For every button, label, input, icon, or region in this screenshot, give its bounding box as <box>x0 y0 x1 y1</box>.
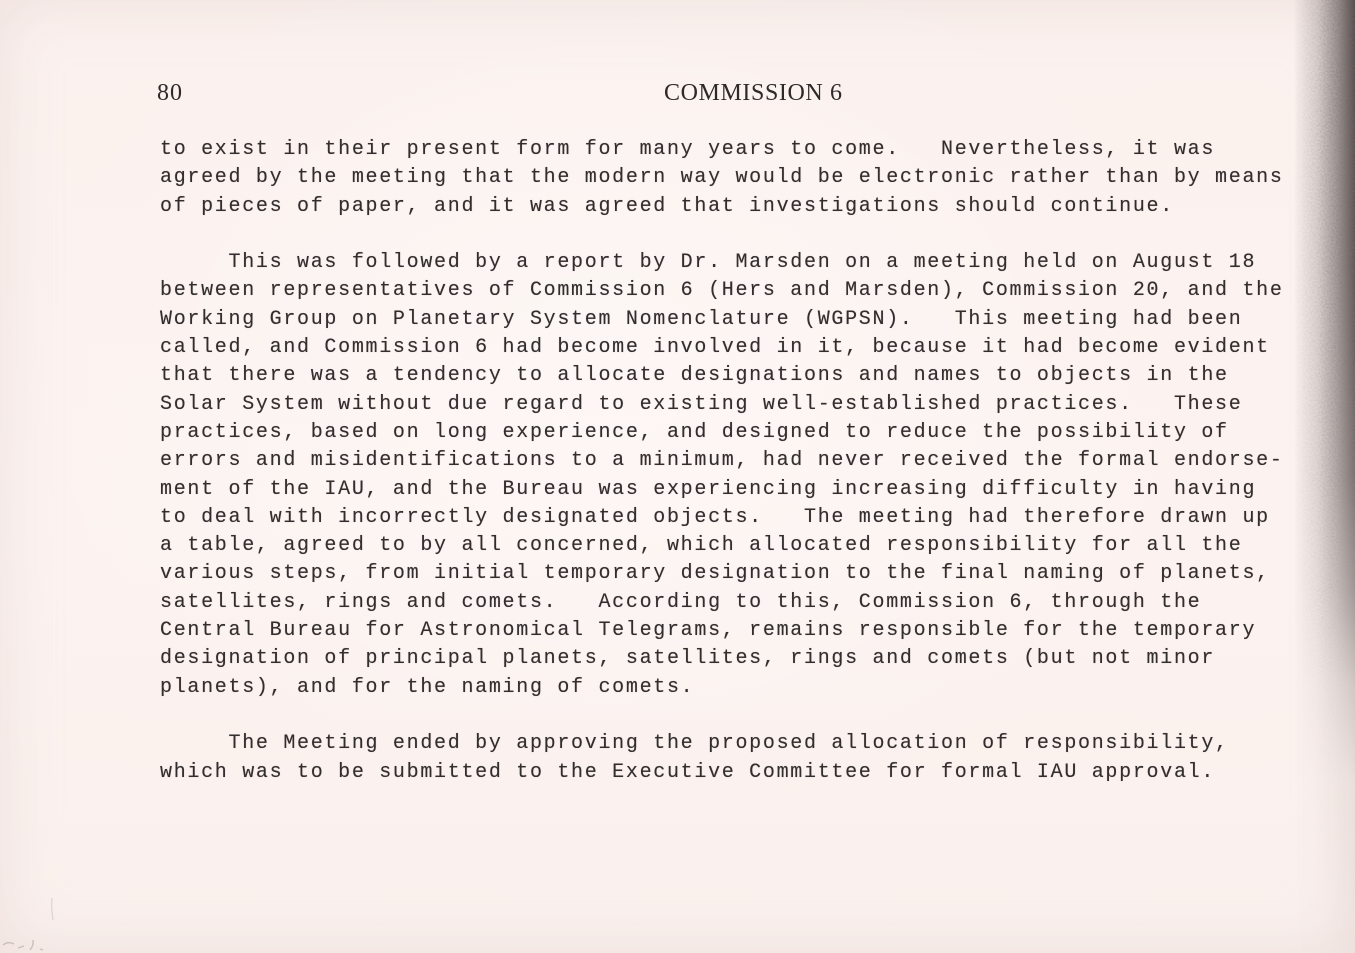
text-line: of pieces of paper, and it was agreed that investigations should continue. <box>160 194 1174 218</box>
page-number: 80 <box>157 80 183 106</box>
text-line: Central Bureau for Astronomical Telegrams, remains responsible for the temporary <box>160 619 1257 643</box>
page-body <box>160 136 1325 787</box>
text-line: called, and Commission 6 had become involved in it, because it had become evident <box>160 336 1270 360</box>
text-line: to exist in their present form for many years to come. Nevertheless, it was <box>160 138 1216 161</box>
text-line: satellites, rings and comets. According to this, Commission 6, through the <box>160 590 1202 614</box>
text-line: This was followed by a report by Dr. Marsden on a meeting held on August 18 <box>160 251 1257 275</box>
text-line: that there was a tendency to allocate designations and names to objects in the <box>160 364 1229 388</box>
text-line: various steps, from initial temporary designation to the final naming of planets, <box>160 562 1270 586</box>
text-line: agreed by the meeting that the modern way would be electronic rather than by means <box>160 166 1284 190</box>
running-header: COMMISSION 6 <box>664 80 843 106</box>
text-line: practices, based on long experience, and designed to reduce the possibility of <box>160 420 1229 444</box>
text-line: designation of principal planets, satellites, rings and comets (but not minor <box>160 647 1216 671</box>
text-line: Solar System without due regard to existing well-established practices. These <box>160 392 1243 416</box>
text-line: ment of the IAU, and the Bureau was experiencing increasing difficulty in having <box>160 477 1257 501</box>
paragraph <box>160 249 1325 702</box>
text-line: which was to be submitted to the Executive Committee for formal IAU approval. <box>160 760 1216 784</box>
text-line: Working Group on Planetary System Nomenclature (WGPSN). This meeting had been <box>160 307 1243 331</box>
paragraph <box>160 730 1325 787</box>
text-line: The Meeting ended by approving the proposed allocation of responsibility, <box>160 732 1229 756</box>
paragraph <box>160 136 1325 221</box>
scan-scratch-mark <box>48 896 56 922</box>
text-line: between representatives of Commission 6 (Hers and Marsden), Commission 20, and the <box>160 279 1284 303</box>
text-line: errors and misidentifications to a minimum, had never received the formal endorse- <box>160 449 1284 473</box>
text-line: to deal with incorrectly designated objects. The meeting had therefore drawn up <box>160 505 1270 529</box>
text-line: planets), and for the naming of comets. <box>160 675 695 699</box>
scan-smudge-mark <box>0 927 110 953</box>
text-line: a table, agreed to by all concerned, which allocated responsibility for all the <box>160 534 1243 558</box>
